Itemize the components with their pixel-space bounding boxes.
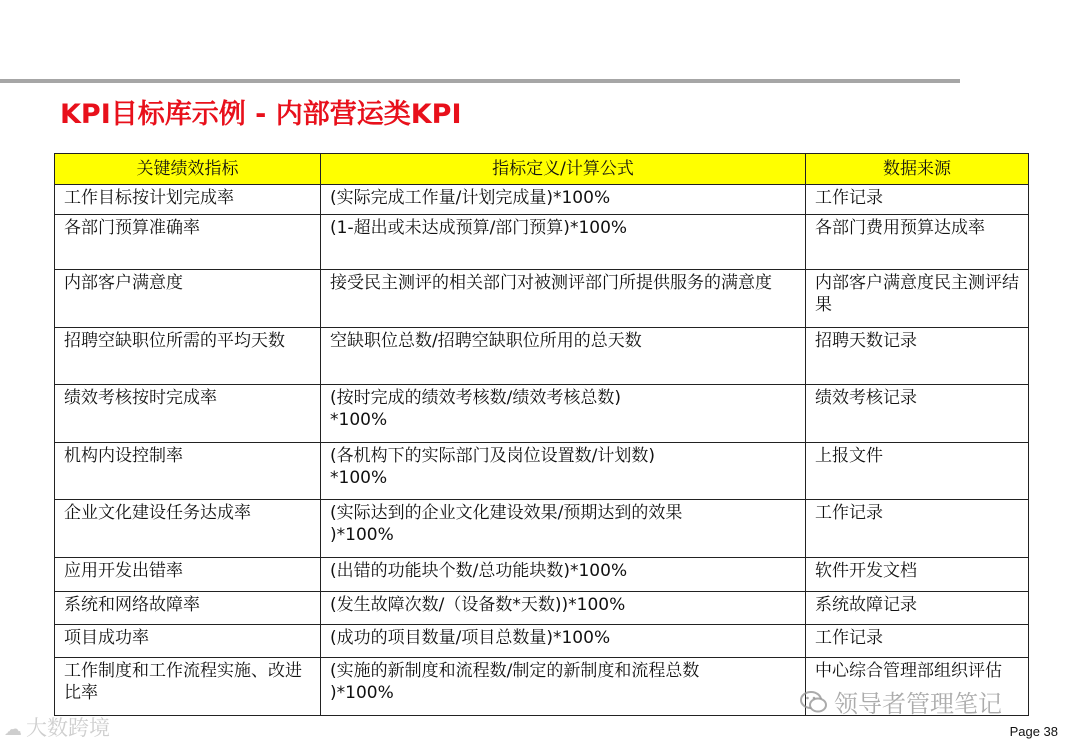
header-source: 数据来源 bbox=[806, 154, 1029, 185]
cell-formula: (成功的项目数量/项目总数量)*100% bbox=[321, 625, 806, 658]
cell-source: 各部门费用预算达成率 bbox=[806, 215, 1029, 270]
cell-indicator: 机构内设控制率 bbox=[55, 443, 321, 500]
table-row bbox=[55, 270, 1029, 328]
kpi-table bbox=[54, 153, 1029, 716]
cell-formula: (发生故障次数/（设备数*天数))*100% bbox=[321, 592, 806, 625]
cell-source: 中心综合管理部组织评估 bbox=[806, 658, 1029, 716]
cell-indicator: 内部客户满意度 bbox=[55, 270, 321, 328]
header-formula: 指标定义/计算公式 bbox=[321, 154, 806, 185]
table-row bbox=[55, 328, 1029, 385]
cell-indicator: 各部门预算准确率 bbox=[55, 215, 321, 270]
table-row bbox=[55, 592, 1029, 625]
cell-indicator: 应用开发出错率 bbox=[55, 558, 321, 592]
watermark-logo-icon: ☁ bbox=[4, 719, 22, 740]
table-header-row bbox=[55, 154, 1029, 185]
cell-indicator: 招聘空缺职位所需的平均天数 bbox=[55, 328, 321, 385]
cell-formula: (实际达到的企业文化建设效果/预期达到的效果 )*100% bbox=[321, 500, 806, 558]
cell-source: 工作记录 bbox=[806, 185, 1029, 215]
cell-indicator: 绩效考核按时完成率 bbox=[55, 385, 321, 443]
cell-formula: (实际完成工作量/计划完成量)*100% bbox=[321, 185, 806, 215]
cell-source: 系统故障记录 bbox=[806, 592, 1029, 625]
cell-source: 上报文件 bbox=[806, 443, 1029, 500]
table-row bbox=[55, 558, 1029, 592]
cell-formula: (1-超出或未达成预算/部门预算)*100% bbox=[321, 215, 806, 270]
top-divider bbox=[0, 79, 960, 83]
cell-formula: 空缺职位总数/招聘空缺职位所用的总天数 bbox=[321, 328, 806, 385]
slide-title: KPI目标库示例 - 内部营运类KPI bbox=[60, 99, 462, 130]
wechat-icon bbox=[800, 690, 828, 714]
cell-formula: (按时完成的绩效考核数/绩效考核总数) *100% bbox=[321, 385, 806, 443]
cell-source: 工作记录 bbox=[806, 625, 1029, 658]
cell-indicator: 系统和网络故障率 bbox=[55, 592, 321, 625]
table-row bbox=[55, 625, 1029, 658]
cell-formula: 接受民主测评的相关部门对被测评部门所提供服务的满意度 bbox=[321, 270, 806, 328]
table-body bbox=[55, 185, 1029, 716]
watermark-right-text: 领导者管理笔记 bbox=[834, 690, 1002, 718]
page-number: Page 38 bbox=[1009, 724, 1058, 739]
cell-formula: (出错的功能块个数/总功能块数)*100% bbox=[321, 558, 806, 592]
table-row bbox=[55, 215, 1029, 270]
watermark-left-text: 大数跨境 bbox=[26, 716, 110, 740]
table-row bbox=[55, 385, 1029, 443]
cell-formula: (各机构下的实际部门及岗位设置数/计划数) *100% bbox=[321, 443, 806, 500]
cell-formula: (实施的新制度和流程数/制定的新制度和流程总数 )*100% bbox=[321, 658, 806, 716]
cell-indicator: 工作目标按计划完成率 bbox=[55, 185, 321, 215]
cell-source: 绩效考核记录 bbox=[806, 385, 1029, 443]
watermark-right bbox=[800, 684, 1002, 719]
header-indicator: 关键绩效指标 bbox=[55, 154, 321, 185]
cell-indicator: 工作制度和工作流程实施、改进比率 bbox=[55, 658, 321, 716]
cell-source: 招聘天数记录 bbox=[806, 328, 1029, 385]
cell-indicator: 企业文化建设任务达成率 bbox=[55, 500, 321, 558]
watermark-left bbox=[4, 712, 110, 742]
table-row bbox=[55, 443, 1029, 500]
cell-source: 软件开发文档 bbox=[806, 558, 1029, 592]
table-row bbox=[55, 500, 1029, 558]
cell-indicator: 项目成功率 bbox=[55, 625, 321, 658]
cell-source: 内部客户满意度民主测评结果 bbox=[806, 270, 1029, 328]
table-row bbox=[55, 185, 1029, 215]
cell-source: 工作记录 bbox=[806, 500, 1029, 558]
